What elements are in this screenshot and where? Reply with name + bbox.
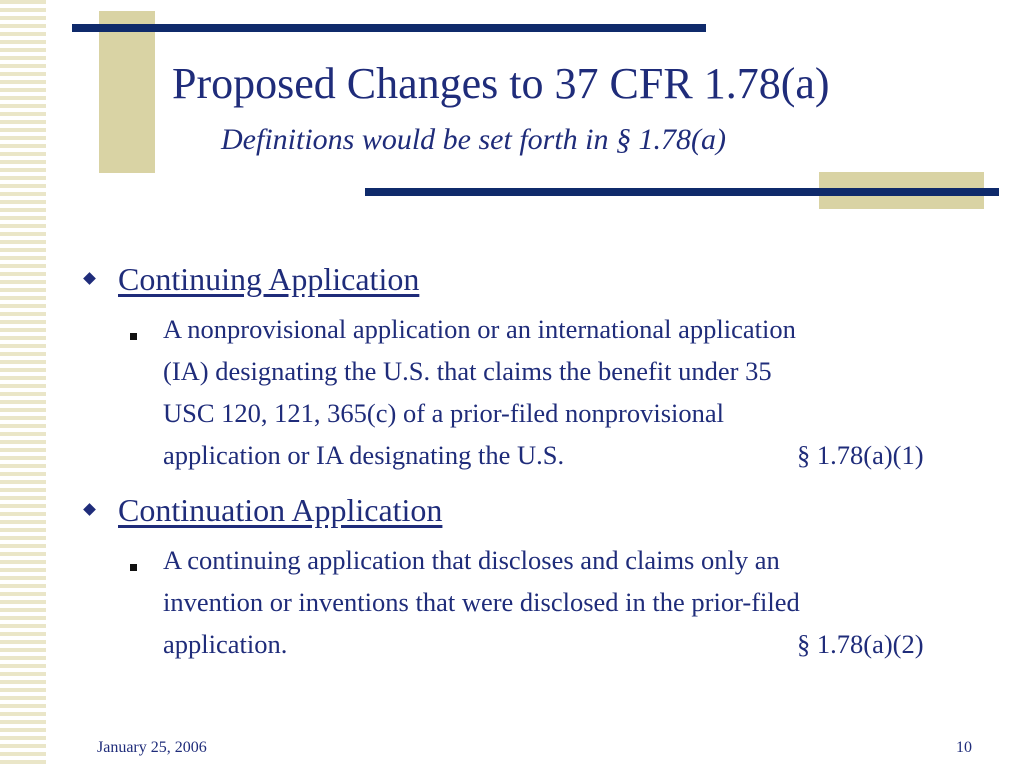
body-line: A continuing application that discloses and claims only an xyxy=(163,545,780,575)
body-line: (IA) designating the U.S. that claims the benefit under 35 xyxy=(163,356,772,386)
citation: § 1.78(a)(1) xyxy=(797,440,924,470)
bullet-body-continuation-application xyxy=(163,539,993,665)
slide-title: Proposed Changes to 37 CFR 1.78(a) xyxy=(172,59,830,108)
citation: § 1.78(a)(2) xyxy=(797,629,924,659)
body-line-with-citation xyxy=(163,434,993,476)
body-line: application or IA designating the U.S. xyxy=(163,440,565,470)
title-rule-bottom xyxy=(365,188,999,196)
title-rule-top xyxy=(72,24,706,32)
body-line: A nonprovisional application or an international application xyxy=(163,314,796,344)
bullet-body-continuing-application xyxy=(163,308,993,476)
bullet-heading-continuing-application: Continuing Application xyxy=(118,261,420,297)
square-bullet-icon xyxy=(130,564,137,571)
body-line-with-citation xyxy=(163,623,993,665)
title-accent-block-top xyxy=(99,11,155,173)
slide-subtitle: Definitions would be set forth in § 1.78(a) xyxy=(221,123,726,156)
diamond-bullet-icon xyxy=(83,272,96,285)
body-line: USC 120, 121, 365(c) of a prior-filed nonprovisional xyxy=(163,398,725,428)
page-number: 10 xyxy=(956,739,972,756)
body-line: application. xyxy=(163,629,288,659)
diamond-bullet-icon xyxy=(83,503,96,516)
left-stripe-decoration xyxy=(0,0,46,768)
footer-date: January 25, 2006 xyxy=(97,739,207,756)
square-bullet-icon xyxy=(130,333,137,340)
body-line: invention or inventions that were disclosed in the prior-filed xyxy=(163,587,800,617)
bullet-heading-continuation-application: Continuation Application xyxy=(118,492,443,528)
